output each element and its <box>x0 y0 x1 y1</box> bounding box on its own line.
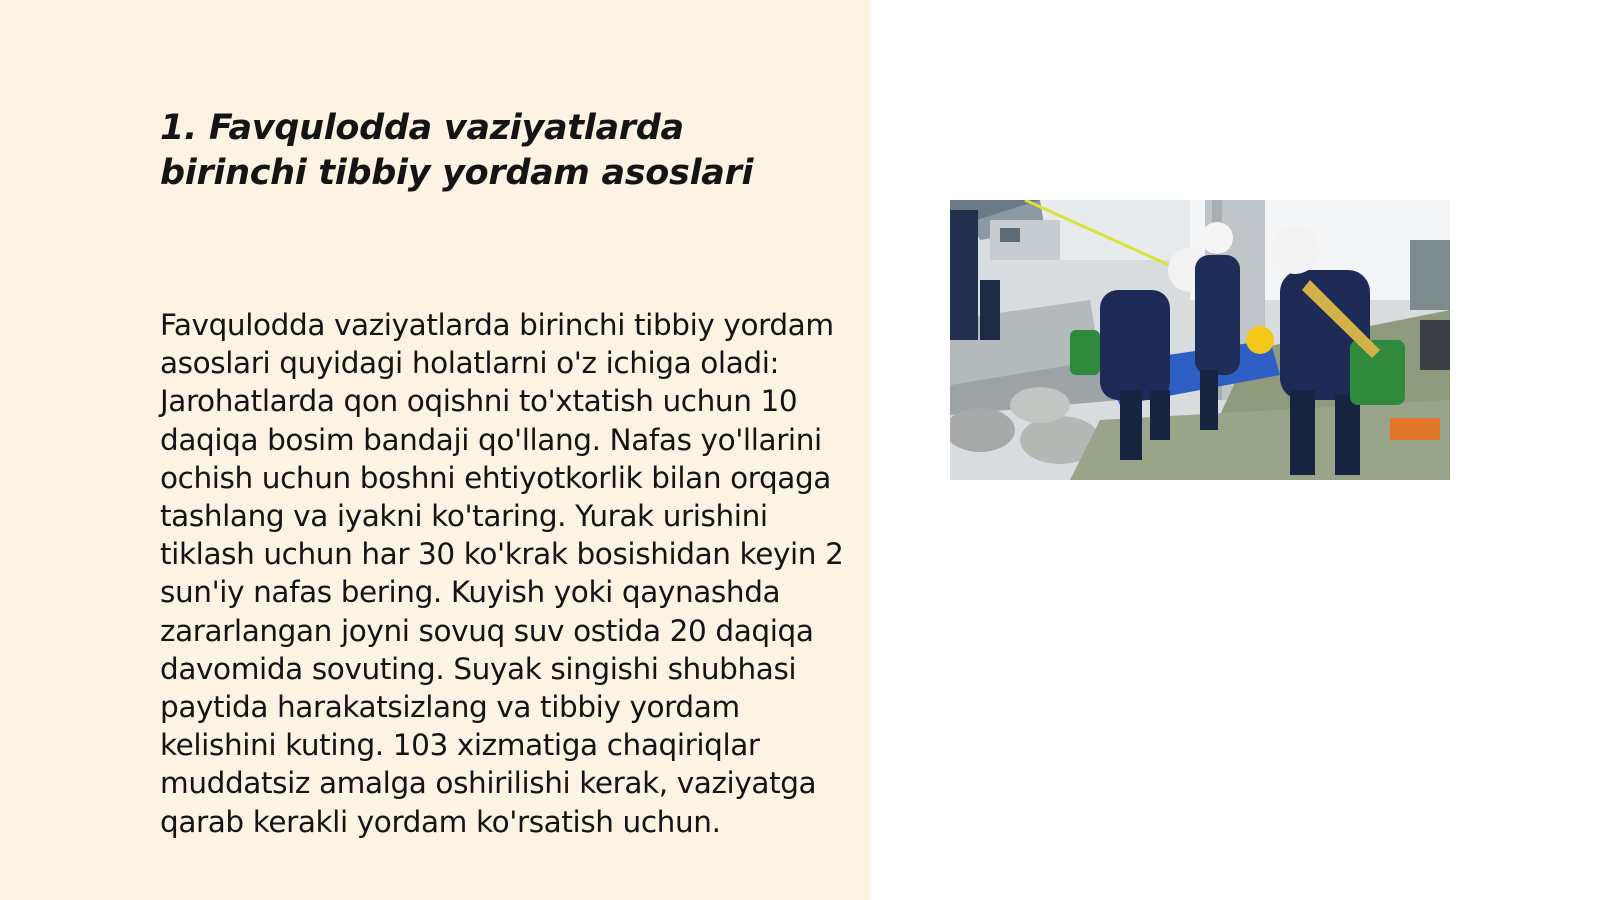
slide-title: 1. Favqulodda vaziyatlarda birinchi tibbiy yordam asoslari <box>160 108 754 193</box>
slide-body-text: Favqulodda vaziyatlarda birinchi tibbiy yordam asoslari quyidagi holatlarni o'z ichiga oladi: Jarohatlarda qon oqishni to'xtatish uchun 10 daqiqa bosim bandaji qo'llang. Nafas yo'llarini ochish uchun boshni ehtiyotkorlik bilan orqaga tashlang va iyakni ko'taring. Yurak urishini tiklash uchun har 30 ko'krak bosishidan keyin 2 sun'iy nafas bering. Kuyish yoki qaynashda zararlangan joyni sovuq suv ostida 20 daqiqa davomida sovuting. Suyak singishi shubhasi paytida harakatsizlang va tibbiy yordam kelishini kuting. 103 xizmatiga chaqiriqlar muddatsiz amalga oshirilishi kerak, vaziyatga qarab kerakli yordam ko'rsatish uchun. <box>160 308 844 839</box>
rescue-team-photo <box>950 200 1450 480</box>
